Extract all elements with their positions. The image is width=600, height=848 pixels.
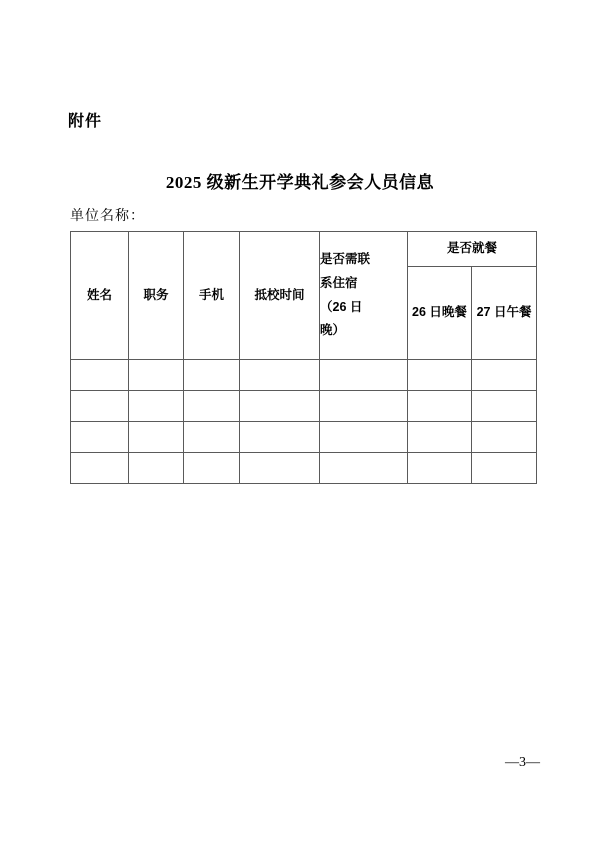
header-lunch-27: 27 日午餐 [472,267,537,360]
cell-duty[interactable] [129,360,184,391]
header-dining-group: 是否就餐 [408,232,537,267]
cell-name[interactable] [71,391,129,422]
cell-need-accommodation[interactable] [320,391,408,422]
cell-phone[interactable] [184,422,240,453]
table-row[interactable] [71,422,537,453]
cell-dinner-26[interactable] [408,453,472,484]
header-need-accommodation-line-4: 晚） [320,323,346,338]
cell-lunch-27[interactable] [472,453,537,484]
cell-name[interactable] [71,360,129,391]
header-phone: 手机 [184,232,240,360]
cell-need-accommodation[interactable] [320,360,408,391]
attachment-label: 附件 [68,113,103,130]
header-dinner-26: 26 日晚餐 [408,267,472,360]
header-name: 姓名 [71,232,129,360]
header-arrival-time: 抵校时间 [240,232,320,360]
cell-duty[interactable] [129,422,184,453]
cell-lunch-27[interactable] [472,422,537,453]
cell-need-accommodation[interactable] [320,453,408,484]
cell-dinner-26[interactable] [408,360,472,391]
cell-need-accommodation[interactable] [320,422,408,453]
header-need-accommodation-line-2: 系住宿 [320,275,358,290]
cell-name[interactable] [71,453,129,484]
header-need-accommodation-line-1: 是否需联 [320,252,371,266]
page-title: 2025 级新生开学典礼参会人员信息 [165,173,435,192]
header-duty: 职务 [129,232,184,360]
cell-lunch-27[interactable] [472,360,537,391]
cell-arrival-time[interactable] [240,422,320,453]
cell-dinner-26[interactable] [408,422,472,453]
cell-phone[interactable] [184,360,240,391]
table-row[interactable] [71,360,537,391]
page-number: —3— [505,755,540,770]
unit-name-label: 单位名称： [70,207,145,223]
cell-dinner-26[interactable] [408,391,472,422]
cell-name[interactable] [71,422,129,453]
header-need-accommodation [320,232,408,360]
cell-duty[interactable] [129,391,184,422]
cell-lunch-27[interactable] [472,391,537,422]
cell-arrival-time[interactable] [240,453,320,484]
cell-arrival-time[interactable] [240,360,320,391]
cell-phone[interactable] [184,391,240,422]
participant-info-table [70,231,537,484]
table-row[interactable] [71,391,537,422]
cell-phone[interactable] [184,453,240,484]
cell-duty[interactable] [129,453,184,484]
header-need-accommodation-line-3: （26 日 [320,299,363,314]
table-header-row-1 [71,232,537,267]
table-row[interactable] [71,453,537,484]
cell-arrival-time[interactable] [240,391,320,422]
